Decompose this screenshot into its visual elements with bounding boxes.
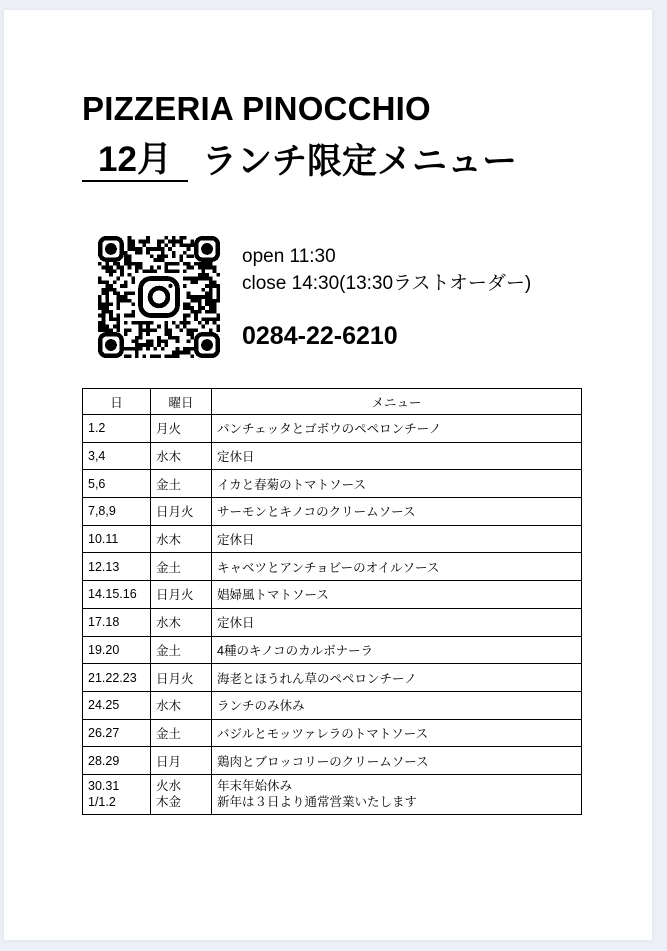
menu-cell: バジルとモッツァレラのトマトソース bbox=[212, 719, 582, 747]
menu-cell: 娼婦風トマトソース bbox=[212, 581, 582, 609]
business-hours bbox=[242, 243, 531, 297]
phone-number[interactable]: 0284-22-6210 bbox=[242, 322, 398, 350]
column-header-weekday: 曜日 bbox=[151, 389, 212, 415]
weekday-cell: 水木 bbox=[151, 608, 212, 636]
weekday-cell: 日月火 bbox=[151, 498, 212, 526]
table-row bbox=[83, 525, 582, 553]
table-row bbox=[83, 691, 582, 719]
menu-cell: サーモンとキノコのクリームソース bbox=[212, 498, 582, 526]
day-cell: 14.15.16 bbox=[83, 581, 151, 609]
menu-cell: 4種のキノコのカルボナーラ bbox=[212, 636, 582, 664]
table-row bbox=[83, 442, 582, 470]
shop-name: PIZZERIA PINOCCHIO bbox=[82, 90, 431, 127]
qr-finder-mark bbox=[100, 334, 121, 355]
weekday-cell: 金土 bbox=[151, 636, 212, 664]
weekday-cell bbox=[151, 774, 212, 814]
table-row bbox=[83, 636, 582, 664]
qr-finder-mark bbox=[196, 238, 217, 259]
menu-heading bbox=[82, 140, 517, 182]
instagram-icon bbox=[141, 279, 178, 316]
menu-cell: 定休日 bbox=[212, 442, 582, 470]
menu-cell: パンチェッタとゴボウのペペロンチーノ bbox=[212, 415, 582, 443]
menu-cell: 海老とほうれん草のペペロンチーノ bbox=[212, 664, 582, 692]
table-row bbox=[83, 608, 582, 636]
lunch-menu-table bbox=[82, 388, 582, 815]
menu-cell: 定休日 bbox=[212, 525, 582, 553]
day-cell: 5,6 bbox=[83, 470, 151, 498]
qr-finder-mark bbox=[196, 334, 217, 355]
weekday-cell: 金土 bbox=[151, 719, 212, 747]
day-cell: 21.22.23 bbox=[83, 664, 151, 692]
close-time: close 14:30(13:30ラストオーダー) bbox=[242, 273, 532, 294]
menu-cell: 定休日 bbox=[212, 608, 582, 636]
weekday-cell: 月火 bbox=[151, 415, 212, 443]
day-cell: 17.18 bbox=[83, 608, 151, 636]
qr-finder-mark bbox=[100, 238, 121, 259]
document-page bbox=[4, 10, 652, 940]
table-row bbox=[83, 415, 582, 443]
day-cell: 7,8,9 bbox=[83, 498, 151, 526]
day-line: 30.31 bbox=[88, 779, 120, 794]
table-row bbox=[83, 553, 582, 581]
day-cell: 24.25 bbox=[83, 691, 151, 719]
table-row bbox=[83, 747, 582, 775]
weekday-cell: 水木 bbox=[151, 525, 212, 553]
table-row bbox=[83, 470, 582, 498]
qr-modules bbox=[98, 236, 220, 358]
table-row bbox=[83, 581, 582, 609]
column-header-menu: メニュー bbox=[212, 389, 582, 415]
menu-line: 年末年始休み bbox=[217, 779, 293, 794]
weekday-cell: 水木 bbox=[151, 691, 212, 719]
column-header-day: 日 bbox=[83, 389, 151, 415]
table-row bbox=[83, 498, 582, 526]
weekday-line: 木金 bbox=[156, 795, 182, 810]
table-row bbox=[83, 719, 582, 747]
menu-line: 新年は３日より通常営業いたします bbox=[217, 795, 418, 810]
menu-cell: キャベツとアンチョビーのオイルソース bbox=[212, 553, 582, 581]
instagram-qr-code[interactable] bbox=[98, 236, 220, 358]
day-cell bbox=[83, 774, 151, 814]
day-cell: 12.13 bbox=[83, 553, 151, 581]
month-label: 12月 bbox=[82, 140, 188, 182]
day-cell: 10.11 bbox=[83, 525, 151, 553]
menu-cell: 鶏肉とブロッコリーのクリームソース bbox=[212, 747, 582, 775]
weekday-cell: 日月火 bbox=[151, 581, 212, 609]
weekday-cell: 日月火 bbox=[151, 664, 212, 692]
table-row bbox=[83, 774, 582, 814]
menu-cell bbox=[212, 774, 582, 814]
table-row bbox=[83, 664, 582, 692]
day-line: 1/1.2 bbox=[88, 795, 116, 810]
day-cell: 3,4 bbox=[83, 442, 151, 470]
table-header-row bbox=[83, 389, 582, 415]
menu-subtitle: ランチ限定メニュー bbox=[202, 142, 518, 181]
weekday-cell: 水木 bbox=[151, 442, 212, 470]
weekday-cell: 日月 bbox=[151, 747, 212, 775]
open-time: open 11:30 bbox=[242, 246, 336, 267]
menu-cell: ランチのみ休み bbox=[212, 691, 582, 719]
day-cell: 28.29 bbox=[83, 747, 151, 775]
menu-cell: イカと春菊のトマトソース bbox=[212, 470, 582, 498]
weekday-line: 火水 bbox=[156, 779, 182, 794]
weekday-cell: 金土 bbox=[151, 553, 212, 581]
day-cell: 1.2 bbox=[83, 415, 151, 443]
day-cell: 26.27 bbox=[83, 719, 151, 747]
weekday-cell: 金土 bbox=[151, 470, 212, 498]
day-cell: 19.20 bbox=[83, 636, 151, 664]
